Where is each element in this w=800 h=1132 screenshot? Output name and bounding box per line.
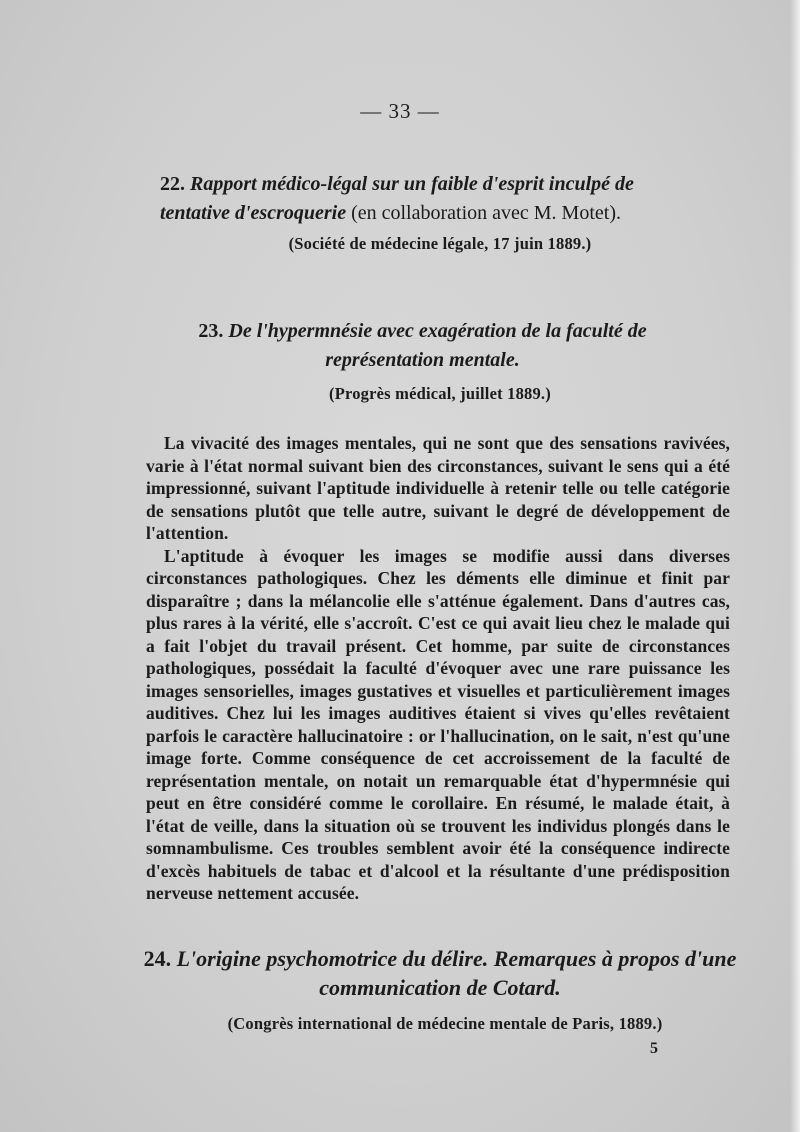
entry-24-number: 24. bbox=[143, 946, 172, 971]
entry-22-title bbox=[160, 170, 705, 228]
entry-24-source: (Congrès international de médecine mentale de Paris, 1889.) bbox=[227, 1014, 663, 1033]
entry-22-title-roman: (en collaboration avec M. Motet). bbox=[346, 202, 621, 224]
entry-23-title-italic: De l'hypermnésie avec exagération de la faculté de représentation mentale. bbox=[228, 320, 647, 371]
page-number: — 33 — bbox=[360, 99, 440, 123]
abstract-paragraph-1: La vivacité des images mentales, qui ne sont que des sensations ravivées, varie à l'état normal suivant bien des circonstances, suivant le sens qui a été impressionné, suivant l'aptitude individuelle à retenir telle ou telle catégorie de sensations plutôt que telle autre, suivant le degré de développement de l'attention. bbox=[146, 433, 730, 543]
entry-23-source: (Progrès médical, juillet 1889.) bbox=[329, 384, 551, 403]
entry-24-title-italic: L'origine psychomotrice du délire. Remarques à propos d'une communication de Cotard. bbox=[176, 946, 737, 1000]
entry-22-number: 22. bbox=[160, 173, 185, 195]
entry-22-title-italic: Rapport médico-légal sur un faible d'esprit inculpé de tentative d'escroquerie bbox=[160, 173, 634, 224]
entry-23-title bbox=[150, 317, 695, 375]
entry-23-abstract bbox=[146, 432, 730, 905]
abstract-paragraph-2: L'aptitude à évoquer les images se modifie aussi dans diverses circonstances pathologiques. Chez les déments elle diminue et finit par disparaître ; dans la mélancolie elle s'atténue également. Dans d'autres cas, plus rares à la vérité, elle s'accroît. C'est ce qui avait lieu chez le malade qui a fait l'objet du travail présent. Cet homme, par suite de circonstances pathologiques, possédait la faculté d'évoquer avec une rare puissance les images sensorielles, images gustatives et visuelles et particulièrement images auditives. Chez lui les images auditives étaient si vives qu'elles revêtaient parfois le caractère hallucinatoire : or l'hallucination, on le sait, n'est qu'une image forte. Comme conséquence de cet accroissement de la faculté de représentation mentale, on notait un remarquable état d'hypermnésie qui peut en être considéré comme le corollaire. En résumé, le malade était, à l'état de veille, dans la situation où se trouvent les individus plongés dans le somnambulisme. Ces troubles semblent avoir été la conséquence indirecte d'excès habituels de tabac et d'alcool et la résultante d'une prédisposition nerveuse nettement accusée. bbox=[146, 545, 730, 903]
signature-mark: 5 bbox=[650, 1040, 658, 1057]
entry-23-number: 23. bbox=[198, 320, 224, 342]
entry-24-title bbox=[140, 944, 740, 1002]
entry-22-source: (Société de médecine légale, 17 juin 1889.) bbox=[288, 234, 592, 253]
